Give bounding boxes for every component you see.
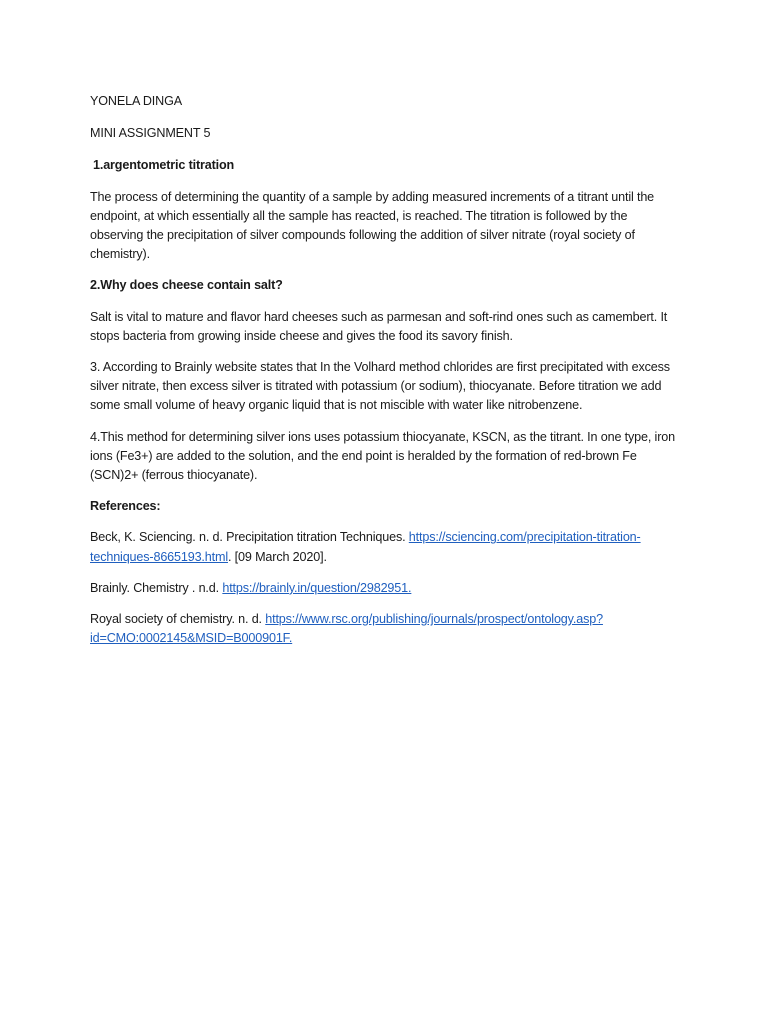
- section-heading-1: 1.argentometric titration: [93, 158, 235, 173]
- answer-4-paragraph: 4.This method for determining silver ions uses potassium thiocyanate, KSCN, as the titrant. In one type, iron ions (Fe3+) are added to the solution, and the end point is heralded by the formation of red-brown Fe (SCN)2+ (ferrous thiocyanate).: [90, 429, 675, 483]
- reference-item-rsc: [90, 610, 682, 648]
- section-body-2: Salt is vital to mature and flavor hard cheeses such as parmesan and soft-rind ones such as camembert. It stops bacteria from growing inside cheese and gives the food its savory finish.: [90, 309, 668, 343]
- reference-item-brainly: [90, 579, 682, 598]
- reference-text: Beck, K. Sciencing. n. d. Precipitation titration Techniques.: [90, 530, 409, 545]
- reference-link-sciencing[interactable]: https://sciencing.com/precipitation-titration-techniques-8665193.html: [90, 530, 641, 564]
- section-body-1: The process of determining the quantity of a sample by adding measured increments of a titrant until the endpoint, at which essentially all the sample has reacted, is reached. The titration is followed by the observing the precipitation of silver compounds following the addition of silver nitrate (royal society of chemistry).: [90, 189, 655, 262]
- answer-3-paragraph: 3. According to Brainly website states that In the Volhard method chlorides are first precipitated with excess silver nitrate, then excess silver is titrated with potassium (or sodium), thiocyanate. Before titration we add some small volume of heavy organic liquid that is not miscible with water like nitrobenzene.: [90, 360, 670, 413]
- reference-link-rsc[interactable]: https://www.rsc.org/publishing/journals/prospect/ontology.asp?id=CMO:0002145&MSID=B000901F.: [90, 612, 603, 646]
- reference-item-beck: [90, 528, 682, 566]
- reference-text: Royal society of chemistry. n. d.: [90, 612, 266, 627]
- section-heading-2: 2.Why does cheese contain salt?: [90, 278, 283, 293]
- references-heading: References:: [90, 499, 161, 514]
- reference-link-brainly[interactable]: https://brainly.in/question/2982951.: [222, 580, 412, 595]
- reference-text: Brainly. Chemistry . n.d.: [90, 580, 223, 595]
- author-name: YONELA DINGA: [90, 94, 182, 108]
- reference-suffix: . [09 March 2020].: [227, 549, 327, 564]
- assignment-title: MINI ASSIGNMENT 5: [90, 126, 211, 141]
